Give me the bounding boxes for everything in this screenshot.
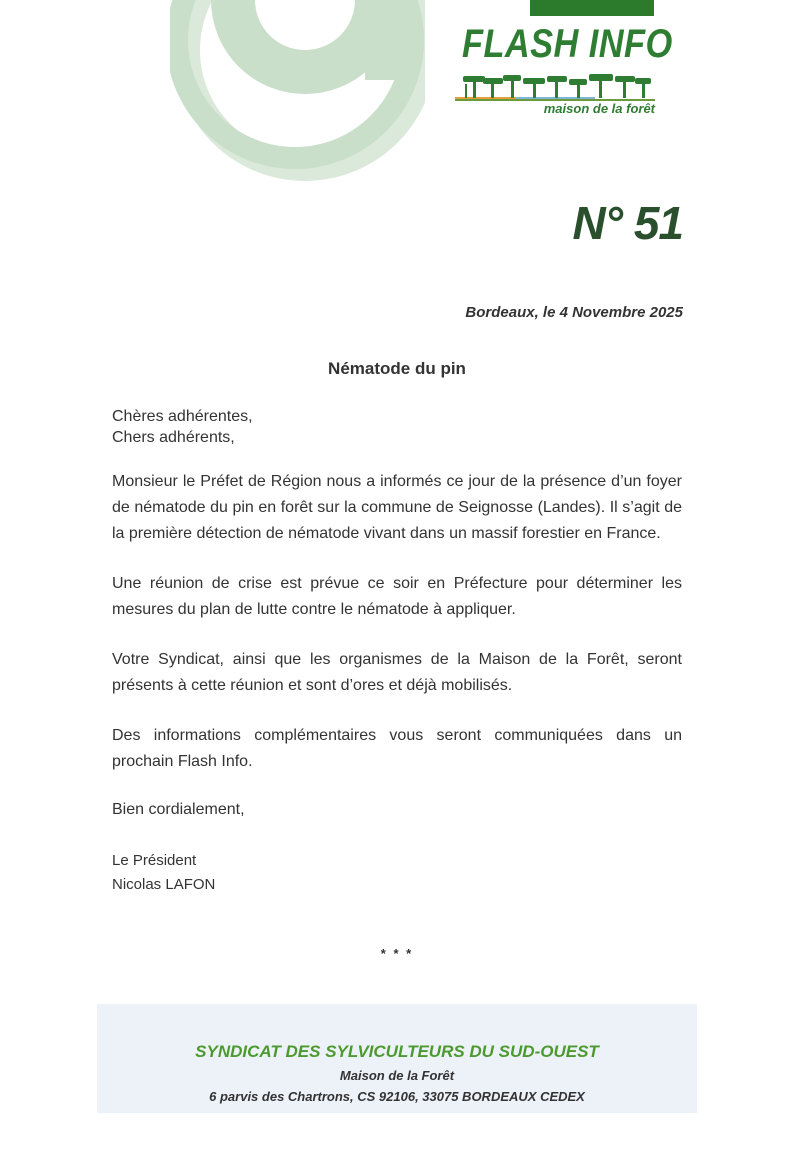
paragraph: Des informations complémentaires vous seront communiquées dans un prochain Flash Info. xyxy=(112,727,682,770)
footer xyxy=(97,1004,697,1113)
subject-title: Nématode du pin xyxy=(328,359,466,378)
paragraph: Une réunion de crise est prévue ce soir en Préfecture pour déterminer les mesures du plan de lutte contre le nématode à appliquer. xyxy=(112,575,682,618)
greeting xyxy=(112,406,682,448)
brand-title: FLASH INFO xyxy=(462,22,673,66)
signature-name: Nicolas LAFON xyxy=(112,876,216,893)
at-sign-icon xyxy=(170,0,470,190)
signature xyxy=(112,849,682,897)
closing: Bien cordialement, xyxy=(112,801,245,818)
paragraph: Monsieur le Préfet de Région nous a informés ce jour de la présence d’un foyer de nématode du pin en forêt sur la commune de Seignosse (Landes). Il s’agit de la première détection de nématode vivant dans un massif forestier en France. xyxy=(112,473,682,542)
footer-address: 6 parvis des Chartrons, CS 92106, 33075 BORDEAUX CEDEX xyxy=(209,1089,585,1104)
forest-trees-icon xyxy=(455,70,655,102)
issue-number: N° 51 xyxy=(572,197,683,249)
brand-subtitle: maison de la forêt xyxy=(543,101,655,116)
dateline: Bordeaux, le 4 Novembre 2025 xyxy=(465,304,683,321)
footer-house: Maison de la Forêt xyxy=(339,1068,455,1083)
separator: * * * xyxy=(380,946,414,961)
greeting-line: Chers adhérents, xyxy=(112,429,235,446)
brand-bar xyxy=(530,0,654,16)
signature-title: Le Président xyxy=(112,852,197,869)
footer-organization: SYNDICAT DES SYLVICULTEURS DU SUD-OUEST xyxy=(195,1042,599,1061)
greeting-line: Chères adhérentes, xyxy=(112,408,253,425)
paragraph: Votre Syndicat, ainsi que les organismes de la Maison de la Forêt, seront présents à cette réunion et sont d’ores et déjà mobilisés. xyxy=(112,651,682,694)
letterhead xyxy=(0,0,801,190)
letter-body xyxy=(112,406,682,897)
